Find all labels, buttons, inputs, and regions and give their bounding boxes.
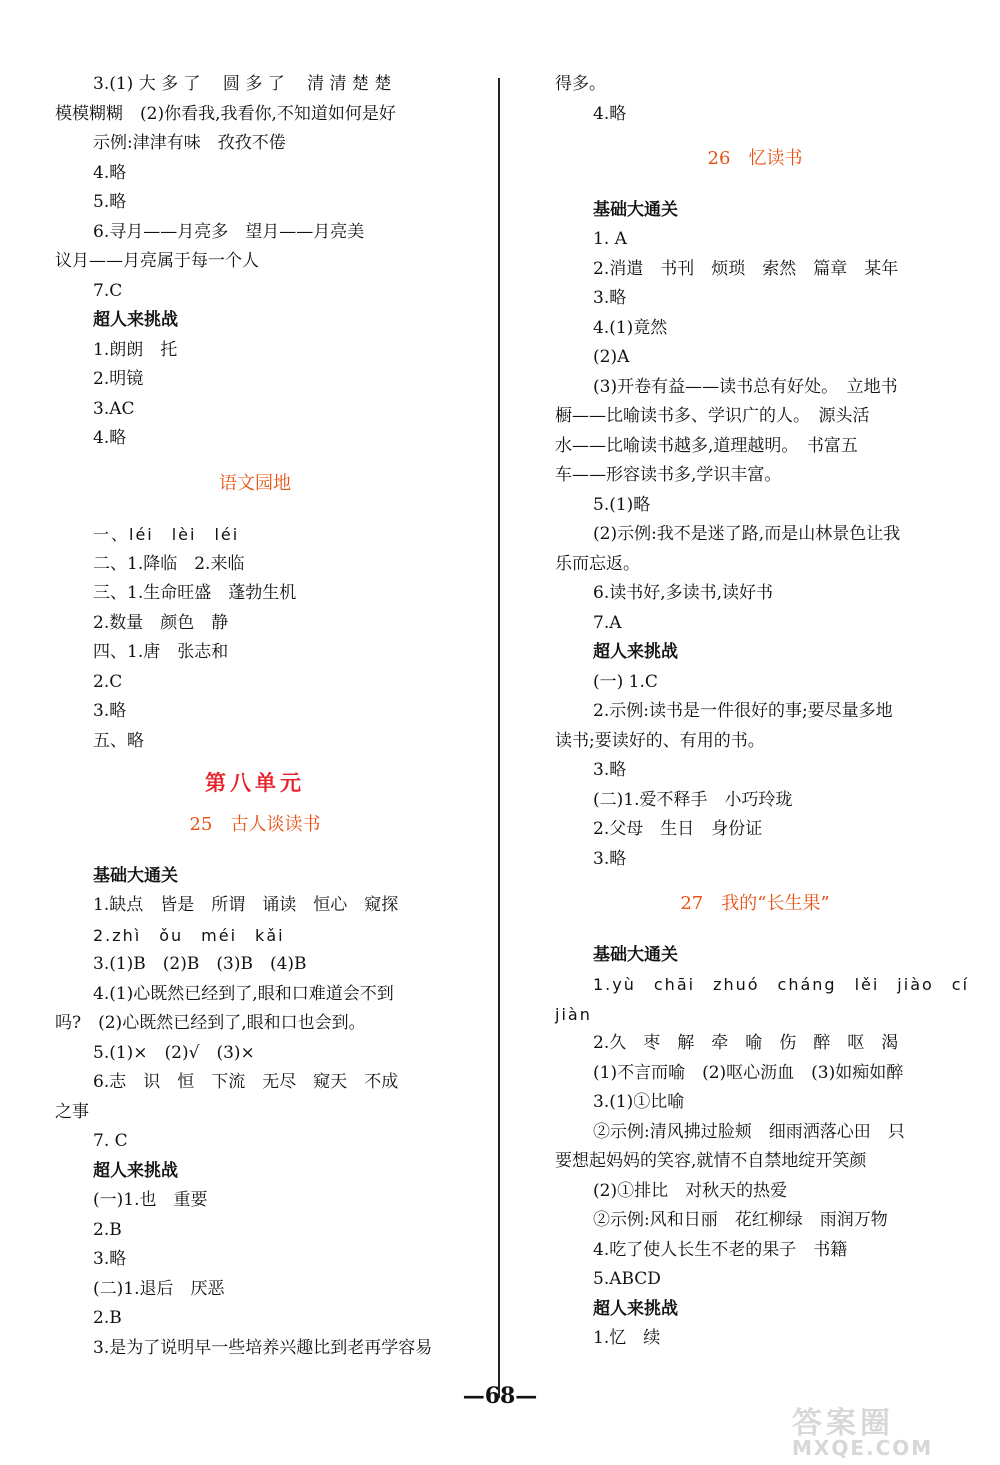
answer-line: 3.(1)B (2)B (3)B (4)B [93, 954, 307, 974]
answer-line: (一) 1.C [593, 671, 658, 692]
answer-line: 2.C [93, 671, 123, 692]
answer-line: 1.缺点 皆是 所谓 诵读 恒心 窥探 [93, 895, 399, 915]
answer-line: 4.吃了使人长生不老的果子 书籍 [593, 1239, 848, 1260]
lesson-title: 25 古人谈读书 [189, 814, 321, 835]
answer-line: 车——形容读书多,学识丰富。 [555, 465, 782, 485]
answer-line: 3.略 [593, 760, 627, 780]
answer-line: 1.朗朗 托 [93, 339, 178, 360]
answer-line: 7.A [593, 612, 622, 633]
answer-line: 一、léi lèi léi [93, 525, 240, 544]
answer-line: 4.略 [593, 103, 627, 124]
section-label: 超人来挑战 [93, 310, 178, 330]
answer-line: 4.(1)心既然已经到了,眼和口难道会不到 [93, 983, 394, 1004]
answer-line: 2.B [93, 1219, 122, 1240]
answer-line: 四、1.唐 张志和 [93, 642, 229, 662]
answer-line: 读书;要读好的、有用的书。 [555, 730, 765, 751]
answer-line: 2.zhì ǒu méi kǎi [93, 925, 285, 945]
answer-line: 3.(1) 大 多 了 圆 多 了 清 清 楚 楚 [93, 74, 392, 94]
answer-line: 4.略 [93, 428, 127, 448]
answer-line: 2.示例:读书是一件很好的事;要尽量多地 [593, 701, 893, 721]
answer-line: 6.寻月——月亮多 望月——月亮美 [93, 221, 365, 242]
watermark-url: MXQE.COM [792, 1436, 934, 1460]
answer-line: (2)A [593, 347, 630, 367]
answer-line: (2)①排比 对秋天的热爱 [593, 1180, 788, 1201]
answer-line: 3.略 [593, 848, 627, 869]
answer-line: 五、略 [93, 730, 144, 751]
answer-line: 1.yù chāi zhuó cháng lěi jiào cí [593, 975, 970, 994]
right-column [555, 70, 970, 1354]
answer-line: 2.久 枣 解 牵 喻 伤 醉 呕 渴 [593, 1033, 899, 1053]
answer-line: ②示例:清风拂过脸颊 细雨洒落心田 只 [593, 1121, 905, 1142]
answer-line: 7.C [93, 280, 123, 301]
section-label: 基础大通关 [593, 199, 678, 220]
answer-line: 吗? (2)心既然已经到了,眼和口也会到。 [55, 1013, 366, 1033]
answer-line: 得多。 [555, 74, 606, 94]
section-title-garden: 语文园地 [219, 472, 291, 494]
section-label: 超人来挑战 [93, 1160, 178, 1181]
answer-line: 2.消遣 书刊 烦琐 索然 篇章 某年 [593, 258, 899, 279]
answer-line: 2.B [93, 1308, 122, 1328]
answer-line: (2)示例:我不是迷了路,而是山林景色让我 [593, 524, 901, 544]
answer-line: 3.略 [93, 1249, 127, 1269]
section-label: 超人来挑战 [593, 642, 678, 662]
answer-line: 要想起妈妈的笑容,就情不自禁地绽开笑颜 [555, 1151, 867, 1171]
answer-line: 3.AC [93, 398, 135, 419]
answer-line: 三、1.生命旺盛 蓬勃生机 [93, 583, 297, 603]
answer-line: 橱——比喻读书多、学识广的人。 源头活 [555, 406, 870, 426]
answer-line: 3.(1)①比喻 [593, 1092, 685, 1112]
column-divider [498, 78, 500, 1398]
answer-line: 5.ABCD [593, 1269, 661, 1289]
answer-line: 3.是为了说明早一些培养兴趣比到老再学容易 [93, 1337, 433, 1358]
section-label: 基础大通关 [593, 944, 678, 965]
section-label: 基础大通关 [93, 865, 178, 886]
answer-line: (二)1.爱不释手 小巧玲珑 [593, 789, 793, 810]
answer-line: 6.读书好,多读书,读好书 [593, 583, 774, 603]
answer-line: 议月——月亮属于每一个人 [55, 251, 259, 271]
answer-line: 2.父母 生日 身份证 [593, 819, 763, 839]
left-column [55, 70, 455, 1363]
watermark-logo [792, 1398, 972, 1458]
section-label: 超人来挑战 [593, 1298, 678, 1319]
answer-line: 5.略 [93, 192, 127, 212]
answer-line: 二、1.降临 2.来临 [93, 553, 245, 574]
answer-line: ②示例:风和日丽 花红柳绿 雨润万物 [593, 1210, 888, 1230]
answer-line: 模模糊糊 (2)你看我,我看你,不知道如何是好 [55, 103, 396, 124]
answer-line: 3.略 [593, 288, 627, 308]
answer-line: 4.(1)竟然 [593, 317, 668, 338]
answer-line: 之事 [55, 1101, 89, 1122]
answer-line: (3)开卷有益——读书总有好处。 立地书 [593, 376, 898, 397]
answer-line: 1.忆 续 [593, 1328, 661, 1348]
answer-line: (二)1.退后 厌恶 [93, 1278, 225, 1299]
answer-line: 7. C [93, 1131, 128, 1151]
answer-line: 示例:津津有味 孜孜不倦 [93, 133, 286, 153]
answer-line: 2.明镜 [93, 369, 144, 389]
lesson-title: 26 忆读书 [707, 148, 803, 169]
answer-line: 5.(1)× (2)√ (3)× [93, 1042, 255, 1063]
answer-line: 水——比喻读书越多,道理越明。 书富五 [555, 435, 858, 456]
watermark-text: 答案圈 [792, 1406, 894, 1441]
answer-line: (1)不言而喻 (2)呕心沥血 (3)如痴如醉 [593, 1062, 904, 1083]
answer-line: 4.略 [93, 162, 127, 183]
answer-line: 6.志 识 恒 下流 无尽 窥天 不成 [93, 1072, 399, 1092]
answer-line: 1. A [593, 229, 627, 249]
answer-line: jiàn [555, 1004, 592, 1024]
unit-title: 第八单元 [205, 770, 305, 795]
answer-line: (一)1.也 重要 [93, 1190, 208, 1210]
answer-line: 乐而忘返。 [555, 553, 640, 574]
answer-line: 3.略 [93, 701, 127, 721]
lesson-title: 27 我的“长生果” [680, 893, 830, 914]
answer-line: 2.数量 颜色 静 [93, 612, 229, 633]
page-number: —68— [462, 1383, 538, 1409]
answer-line: 5.(1)略 [593, 494, 651, 515]
